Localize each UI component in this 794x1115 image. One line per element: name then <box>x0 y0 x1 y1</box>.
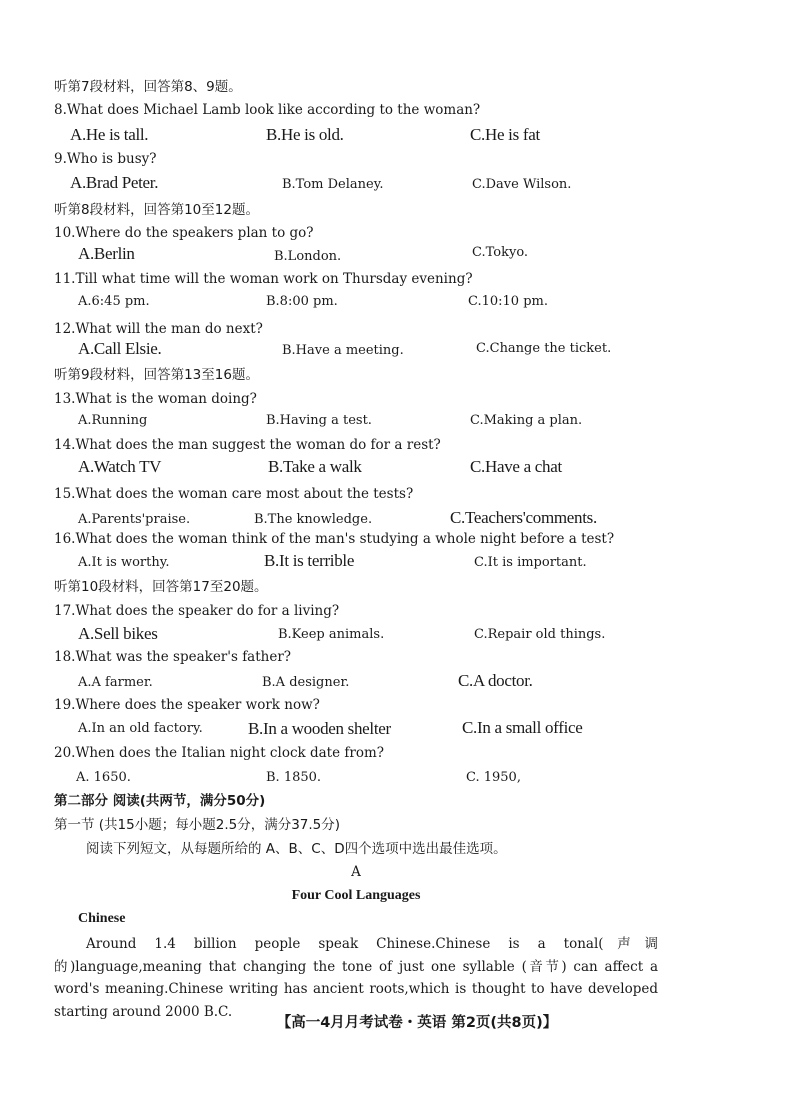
question-stem: 20.When does the Italian night clock date from? <box>54 745 384 761</box>
passage-letter: A <box>351 864 361 880</box>
option-b: B.Keep animals. <box>278 627 385 642</box>
section-instruction: 听第7段材料，回答第8、9题。 <box>54 79 242 95</box>
option-a: A.Watch TV <box>78 457 162 476</box>
option-a: A.Running <box>78 413 148 428</box>
option-a: A.It is worthy. <box>78 555 170 570</box>
option-c: C.In a small office <box>462 718 583 737</box>
option-c: C.He is fat <box>470 125 540 144</box>
option-b: B.The knowledge. <box>254 512 373 527</box>
section-instruction: 听第9段材料，回答第13至16题。 <box>54 367 259 383</box>
question-stem: 19.Where does the speaker work now? <box>54 697 320 713</box>
section-instruction: 听第10段材料，回答第17至20题。 <box>54 579 268 595</box>
option-b: B.Having a test. <box>266 413 372 428</box>
option-b: B. 1850. <box>266 770 322 785</box>
option-c: C.10:10 pm. <box>468 294 548 309</box>
option-c: C.It is important. <box>474 555 587 570</box>
question-stem: 11.Till what time will the woman work on Thursday evening? <box>54 271 473 287</box>
question-stem: 17.What does the speaker do for a living? <box>54 603 340 619</box>
option-a: A.A farmer. <box>78 675 153 690</box>
page-footer: 【高一4月月考试卷・英语 第2页(共8页)】 <box>276 1015 558 1031</box>
section-instruction: 听第8段材料，回答第10至12题。 <box>54 202 259 218</box>
option-b: B.Tom Delaney. <box>282 177 384 192</box>
question-stem: 9.Who is busy? <box>54 151 157 167</box>
option-c: C. 1950, <box>466 770 521 785</box>
option-c: C.Change the ticket. <box>476 341 612 356</box>
question-stem: 12.What will the man do next? <box>54 321 263 337</box>
question-stem: 16.What does the woman think of the man's studying a whole night before a test? <box>54 531 615 547</box>
option-c: C.Have a chat <box>470 457 562 476</box>
option-a: A.He is tall. <box>70 125 149 144</box>
question-stem: 18.What was the speaker's father? <box>54 649 292 665</box>
option-b: B.In a wooden shelter <box>248 719 391 738</box>
option-a: A.6:45 pm. <box>78 294 150 309</box>
question-stem: 15.What does the woman care most about the tests? <box>54 486 414 502</box>
option-c: C.Teachers'comments. <box>450 508 597 527</box>
option-b: B.Take a walk <box>268 457 362 476</box>
question-stem: 10.Where do the speakers plan to go? <box>54 225 314 241</box>
passage-paragraph: Around 1.4 billion people speak Chinese.Chinese is a tonal(声调的)language,meaning that changing the tone of just one syllable (音节) can affect a word's meaning.Chinese writing has ancient roots,which is thought to have developed starting around 2000 B.C. <box>54 936 658 1020</box>
option-a: A.Call Elsie. <box>78 339 162 358</box>
option-b: B.He is old. <box>266 125 344 144</box>
option-a: A.Brad Peter. <box>70 173 159 192</box>
option-c: C.A doctor. <box>458 671 533 690</box>
option-b: B.A designer. <box>262 675 350 690</box>
option-b: B.8:00 pm. <box>266 294 338 309</box>
question-stem: 8.What does Michael Lamb look like according to the woman? <box>54 102 481 118</box>
question-stem: 14.What does the man suggest the woman do for a rest? <box>54 437 441 453</box>
option-a: A.Sell bikes <box>78 624 158 643</box>
option-b: B.Have a meeting. <box>282 343 404 358</box>
option-c: C.Tokyo. <box>472 245 529 260</box>
option-a: A.In an old factory. <box>78 721 203 736</box>
option-a: A.Berlin <box>78 244 135 263</box>
section-heading: 第一节 (共15小题；每小题2.5分，满分37.5分) <box>54 817 341 833</box>
option-a: A.Parents'praise. <box>78 512 191 527</box>
question-stem: 13.What is the woman doing? <box>54 391 257 407</box>
reading-instruction: 阅读下列短文，从每题所给的 A、B、C、D四个选项中选出最佳选项。 <box>86 841 507 857</box>
option-c: C.Making a plan. <box>470 413 583 428</box>
subheading: Chinese <box>78 911 126 926</box>
passage-title: Four Cool Languages <box>291 888 421 903</box>
option-c: C.Dave Wilson. <box>472 177 572 192</box>
part-title: 第二部分 阅读(共两节，满分50分) <box>54 793 266 809</box>
option-a: A. 1650. <box>76 770 131 785</box>
option-b: B.It is terrible <box>264 551 355 570</box>
option-b: B.London. <box>274 249 342 264</box>
option-c: C.Repair old things. <box>474 627 606 642</box>
